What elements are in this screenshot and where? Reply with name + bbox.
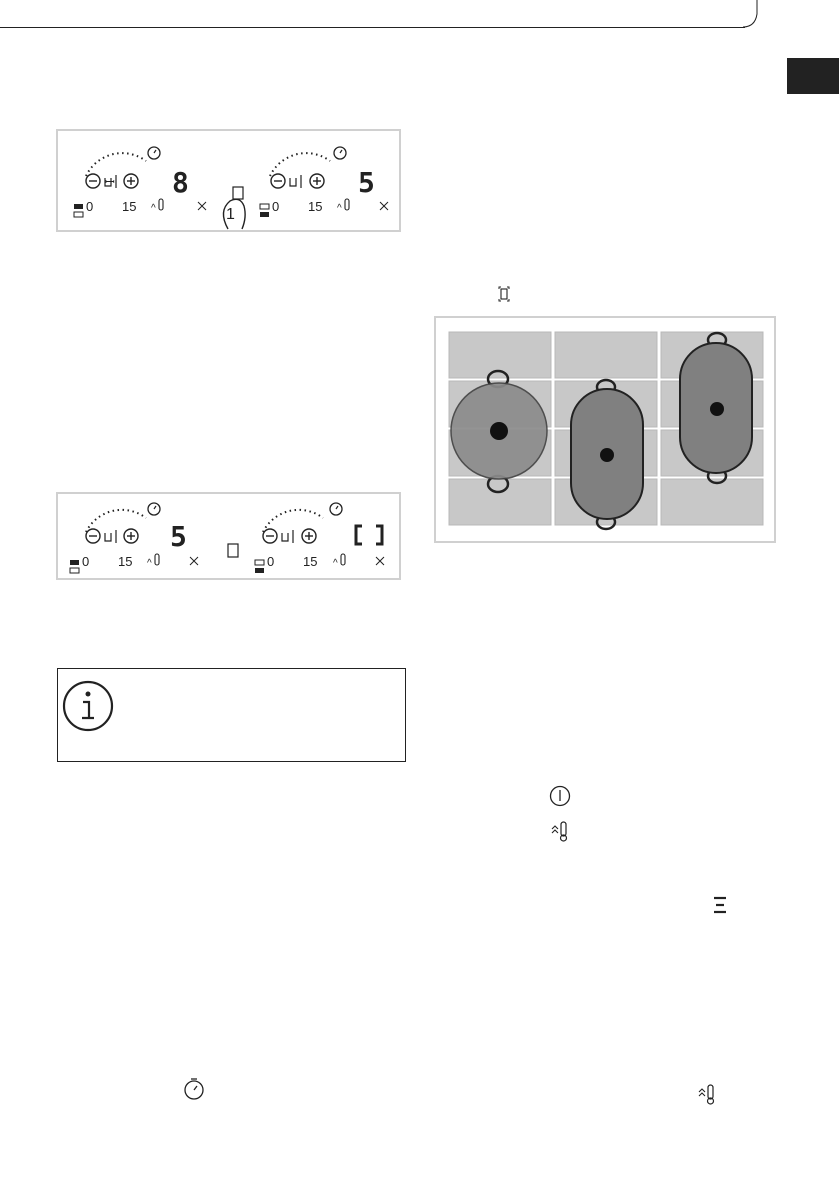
page-corner-curve bbox=[743, 0, 773, 28]
zone-left-controls bbox=[74, 147, 206, 217]
zone-right-controls bbox=[255, 503, 384, 573]
heat-up-icon bbox=[550, 820, 572, 842]
control-panel-bottom-graphic bbox=[58, 494, 399, 578]
oval-pot-right bbox=[680, 333, 752, 483]
control-panel-bottom bbox=[56, 492, 401, 580]
zone-left-scale-max: 15 bbox=[118, 554, 133, 569]
zone-left-scale-min: 0 bbox=[86, 199, 94, 214]
svg-text:^: ^ bbox=[333, 558, 338, 569]
zone-left-level: 8 bbox=[172, 166, 189, 199]
zone-left-level: 5 bbox=[170, 520, 187, 553]
zone-right-level: 5 bbox=[358, 166, 375, 199]
zone-right-controls bbox=[260, 147, 388, 217]
svg-text:^: ^ bbox=[151, 203, 156, 214]
page-top-rule bbox=[0, 27, 745, 28]
svg-text:ꟷ: ꟷ bbox=[105, 175, 115, 189]
zone-right-scale-min: 0 bbox=[267, 554, 275, 569]
zone-left-scale-min: 0 bbox=[82, 554, 90, 569]
cooking-area-graphic bbox=[436, 318, 774, 541]
finger-step-number: 1 bbox=[226, 206, 235, 223]
heat-up-icon bbox=[697, 1083, 719, 1105]
bridge-icon bbox=[498, 286, 510, 302]
cooking-area-illustration bbox=[434, 316, 776, 543]
info-icon bbox=[61, 679, 115, 733]
svg-text:^: ^ bbox=[147, 558, 152, 569]
info-box bbox=[57, 668, 406, 762]
zone-left-controls bbox=[70, 503, 198, 573]
zone-right-bracket-display bbox=[356, 526, 382, 544]
menu-icon bbox=[713, 896, 727, 914]
control-panel-top bbox=[56, 129, 401, 232]
svg-text:^: ^ bbox=[337, 203, 342, 214]
zone-right-scale-min: 0 bbox=[272, 199, 280, 214]
bridge-button[interactable] bbox=[228, 544, 238, 557]
bridge-button[interactable] bbox=[223, 187, 245, 229]
language-tab bbox=[787, 58, 839, 94]
control-panel-top-graphic bbox=[58, 131, 399, 230]
zone-right-scale-max: 15 bbox=[303, 554, 318, 569]
zone-right-scale-max: 15 bbox=[308, 199, 323, 214]
zone-left-scale-max: 15 bbox=[122, 199, 137, 214]
oval-pot-middle bbox=[571, 380, 643, 529]
timer-icon bbox=[183, 1077, 205, 1101]
power-icon bbox=[549, 785, 571, 807]
